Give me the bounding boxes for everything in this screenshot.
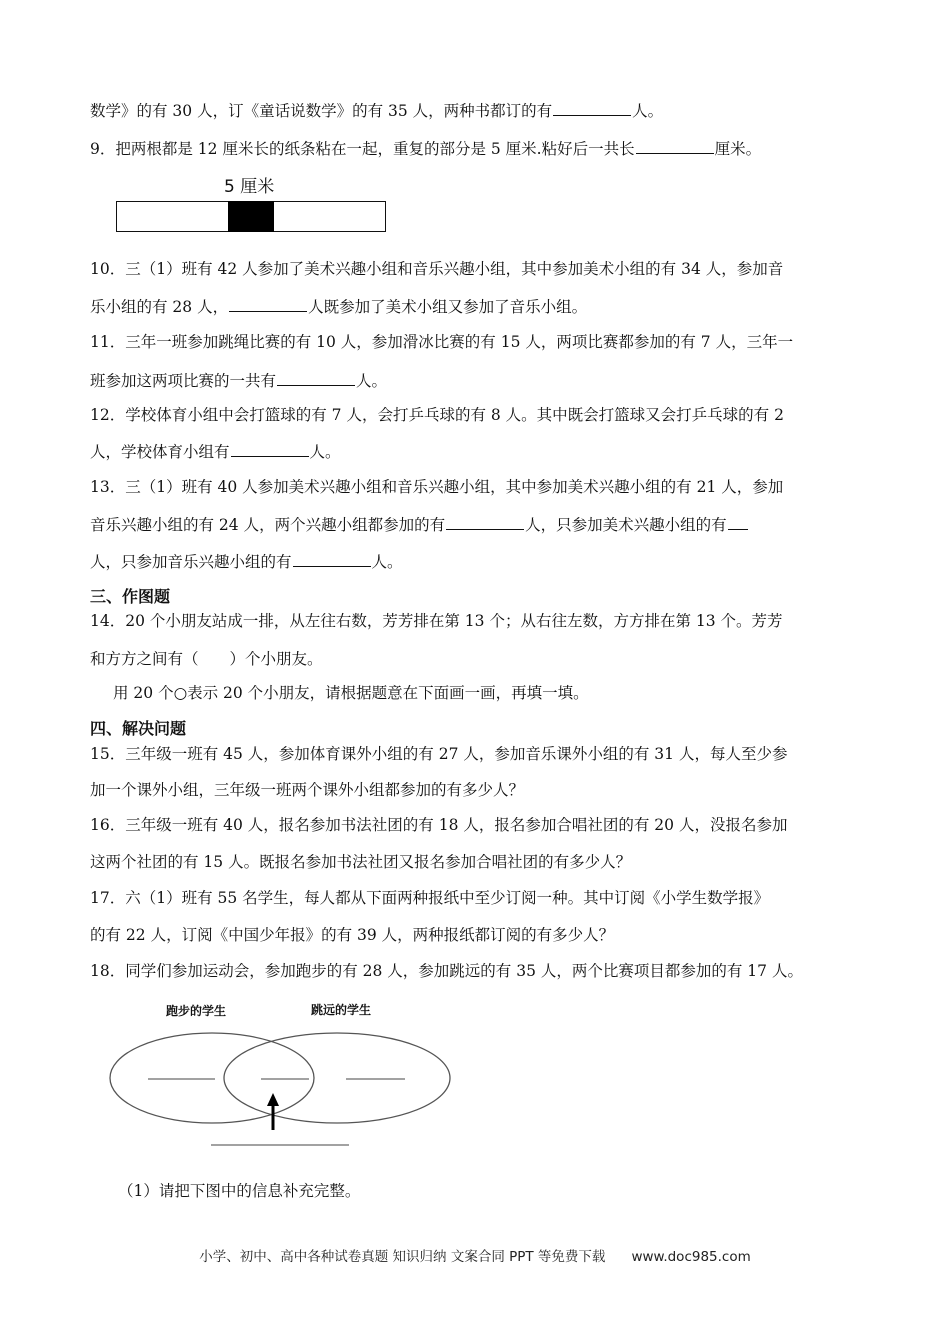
- venn-label-running: 跑步的学生: [166, 1004, 227, 1018]
- question-14: 14．20 个小朋友站成一排，从左往右数，芳芳排在第 13 个；从右往左数，方方排在第 13 个。芳芳: [90, 612, 783, 630]
- answer-blank[interactable]: [293, 551, 371, 567]
- question-11-cont: 班参加这两项比赛的一共有 人。: [90, 372, 388, 390]
- venn-label-jumping: 跳远的学生: [311, 1003, 372, 1017]
- q8-continuation: 数学》的有 30 人，订《童话说数学》的有 35 人，两种书都订的有 人。: [90, 102, 664, 120]
- footer-text: 小学、初中、高中各种试卷真题 知识归纳 文案合同 PPT 等免费下载: [199, 1249, 606, 1265]
- question-13: 13．三（1）班有 40 人参加美术兴趣小组和音乐兴趣小组，其中参加美术兴趣小组的有 21 人，参加: [90, 478, 784, 496]
- section-heading-drawing: 三、作图题: [90, 587, 171, 606]
- question-9: 9．把两根都是 12 厘米长的纸条粘在一起，重复的部分是 5 厘米.粘好后一共长 厘米。: [90, 140, 762, 158]
- question-13-cont2: 人，只参加音乐兴趣小组的有 人。: [90, 553, 403, 571]
- question-12: 12．学校体育小组中会打篮球的有 7 人，会打乒乓球的有 8 人。其中既会打篮球又会打乒乓球的有 2: [90, 406, 784, 424]
- footer-website[interactable]: www.doc985.com: [631, 1249, 751, 1265]
- question-15: 15．三年级一班有 45 人，参加体育课外小组的有 27 人，参加音乐课外小组的有 31 人，每人至少参: [90, 745, 788, 763]
- venn-ellipse-running: [110, 1033, 314, 1123]
- question-18-part1: （1）请把下图中的信息补充完整。: [118, 1182, 361, 1200]
- question-18: 18．同学们参加运动会，参加跑步的有 28 人，参加跳远的有 35 人，两个比赛项目都参加的有 17 人。: [90, 962, 803, 980]
- answer-blank[interactable]: [231, 441, 309, 457]
- page-footer: [0, 1245, 950, 1265]
- answer-blank[interactable]: [446, 514, 524, 530]
- question-16: 16．三年级一班有 40 人，报名参加书法社团的有 18 人，报名参加合唱社团的有 20 人，没报名参加: [90, 816, 788, 834]
- arrow-head-icon: [267, 1093, 279, 1106]
- venn-ellipse-jumping: [224, 1033, 450, 1123]
- question-10: 10．三（1）班有 42 人参加了美术兴趣小组和音乐兴趣小组，其中参加美术小组的有 34 人，参加音: [90, 260, 784, 278]
- question-14-cont: 和方方之间有（ ）个小朋友。: [90, 650, 323, 668]
- answer-blank[interactable]: [728, 514, 748, 530]
- overlap-segment: [228, 201, 274, 232]
- question-17: 17．六（1）班有 55 名学生，每人都从下面两种报纸中至少订阅一种。其中订阅《小学生数学报》: [90, 889, 770, 907]
- question-10-cont: 乐小组的有 28 人， 人既参加了美术小组又参加了音乐小组。: [90, 298, 588, 316]
- answer-blank[interactable]: [553, 100, 631, 116]
- strip-length-label: 5 厘米: [224, 177, 275, 197]
- question-11: 11．三年一班参加跳绳比赛的有 10 人，参加滑冰比赛的有 15 人，两项比赛都参加的有 7 人，三年一: [90, 333, 794, 351]
- question-14-instruction: 用 20 个○表示 20 个小朋友，请根据题意在下面画一画，再填一填。: [113, 684, 589, 702]
- question-15-cont: 加一个课外小组，三年级一班两个课外小组都参加的有多少人？: [90, 781, 525, 799]
- question-12-cont: 人，学校体育小组有 人。: [90, 443, 341, 461]
- answer-blank[interactable]: [636, 138, 714, 154]
- answer-blank[interactable]: [277, 370, 355, 386]
- question-13-cont: 音乐兴趣小组的有 24 人，两个兴趣小组都参加的有 人，只参加美术兴趣小组的有: [90, 514, 870, 535]
- section-heading-problems: 四、解决问题: [90, 719, 187, 738]
- question-17-cont: 的有 22 人，订阅《中国少年报》的有 39 人，两种报纸都订阅的有多少人？: [90, 926, 615, 944]
- answer-blank[interactable]: [229, 296, 307, 312]
- question-16-cont: 这两个社团的有 15 人。既报名参加书法社团又报名参加合唱社团的有多少人？: [90, 853, 632, 871]
- venn-diagram: [100, 1015, 470, 1155]
